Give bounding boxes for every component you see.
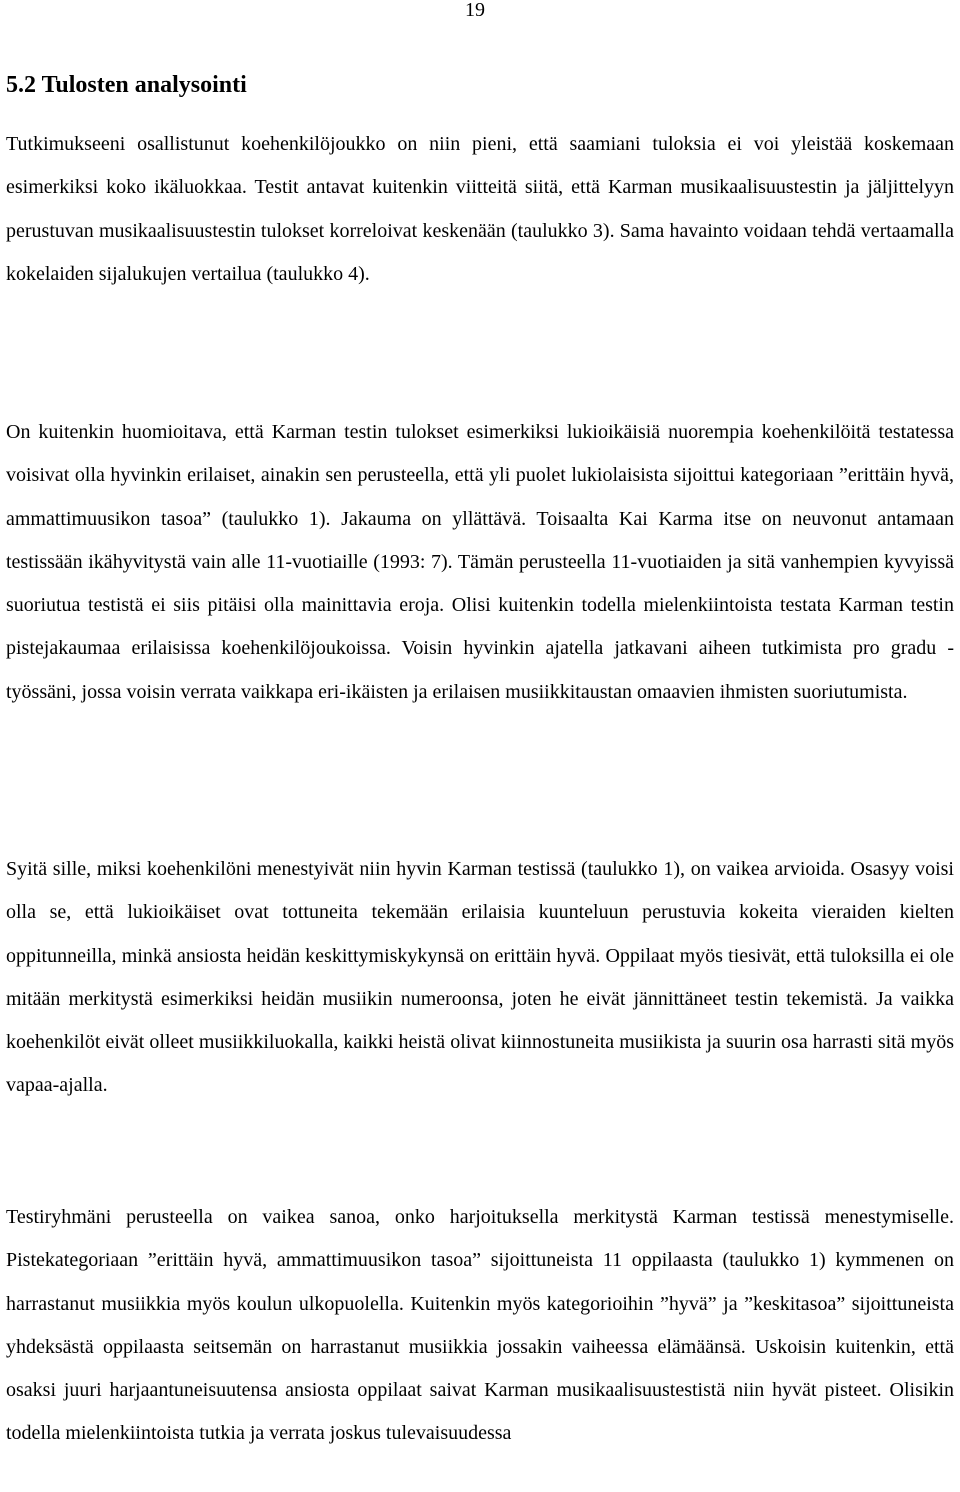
section-title: 5.2 Tulosten analysointi [6,72,247,98]
paragraph-4: Testiryhmäni perusteella on vaikea sanoa, onko harjoituksella merkitystä Karman testissä menestymiselle. Pistekategoriaan ”erittäin hyvä, ammattimuusikon tasoa” sijoittuneista 11 oppilaasta (taulukko 1) kymmenen on harrastanut musiikkia myös koulun ulkopuolella. Kuitenkin myös kategorioihin ”hyvä” ja ”keskitasoa” sijoittuneista yhdeksästä oppilaasta seitsemän on harrastanut musiikkia jossakin vaiheessa elämäänsä. Uskoisin kuitenkin, että osaksi juuri harjaantuneisuutensa ansiosta oppilaat saivat Karman musikaalisuustestistä niin hyvät pisteet. Olisikin todella mielenkiintoista tutkia ja verrata joskus tulevaisuudessa [6,1206,954,1445]
page-number: 19 [465,0,485,21]
paragraph-1: Tutkimukseeni osallistunut koehenkilöjoukko on niin pieni, että saamiani tuloksia ei voi yleistää koskemaan esimerkiksi koko ikäluokkaa. Testit antavat kuitenkin viitteitä siitä, että Karman musikaalisuustestin ja jäljittelyyn perustuvan musikaalisuustestin tulokset korreloivat keskenään (taulukko 3). Sama havainto voidaan tehdä vertaamalla kokelaiden sijalukujen vertailua (taulukko 4). [6,133,954,285]
paragraph-2: On kuitenkin huomioitava, että Karman testin tulokset esimerkiksi lukioikäisiä nuorempia koehenkilöitä testatessa voisivat olla hyvinkin erilaiset, ainakin sen perusteella, että yli puolet lukiolaisista sijoittui kategoriaan ”erittäin hyvä, ammattimuusikon tasoa” (taulukko 1). Jakauma on yllättävä. Toisaalta Kai Karma itse on neuvonut antamaan testissään ikähyvitystä vain alle 11-vuotiaille (1993: 7). Tämän perusteella 11-vuotiaiden ja sitä vanhempien kyvyissä suoriutua testistä ei siis pitäisi olla mainittavia eroja. Olisi kuitenkin todella mielenkiintoista testata Karman testin pistejakaumaa erilaisissa koehenkilöjoukoissa. Voisin hyvinkin ajatella jatkavani aiheen tutkimista pro gradu -työssäni, jossa voisin verrata vaikkapa eri-ikäisten ja erilaisen musiikkitaustan omaavien ihmisten suoriutumista. [6,421,954,703]
paragraph-3: Syitä sille, miksi koehenkilöni menestyivät niin hyvin Karman testissä (taulukko 1), on vaikea arvioida. Osasyy voisi olla se, että lukioikäiset ovat tottuneita tekemään erilaisia kuunteluun perustuvia kokeita vieraiden kielten oppitunneilla, minkä ansiosta heidän keskittymiskykynsä on erittäin hyvä. Oppilaat myös tiesivät, että tuloksilla ei ole mitään merkitystä esimerkiksi heidän musiikin numeroonsa, joten he eivät jännittäneet testin tekemistä. Ja vaikka koehenkilöt eivät olleet musiikkiluokalla, kaikki heistä olivat kiinnostuneita musiikista ja suurin osa harrasti sitä myös vapaa-ajalla. [6,858,954,1097]
